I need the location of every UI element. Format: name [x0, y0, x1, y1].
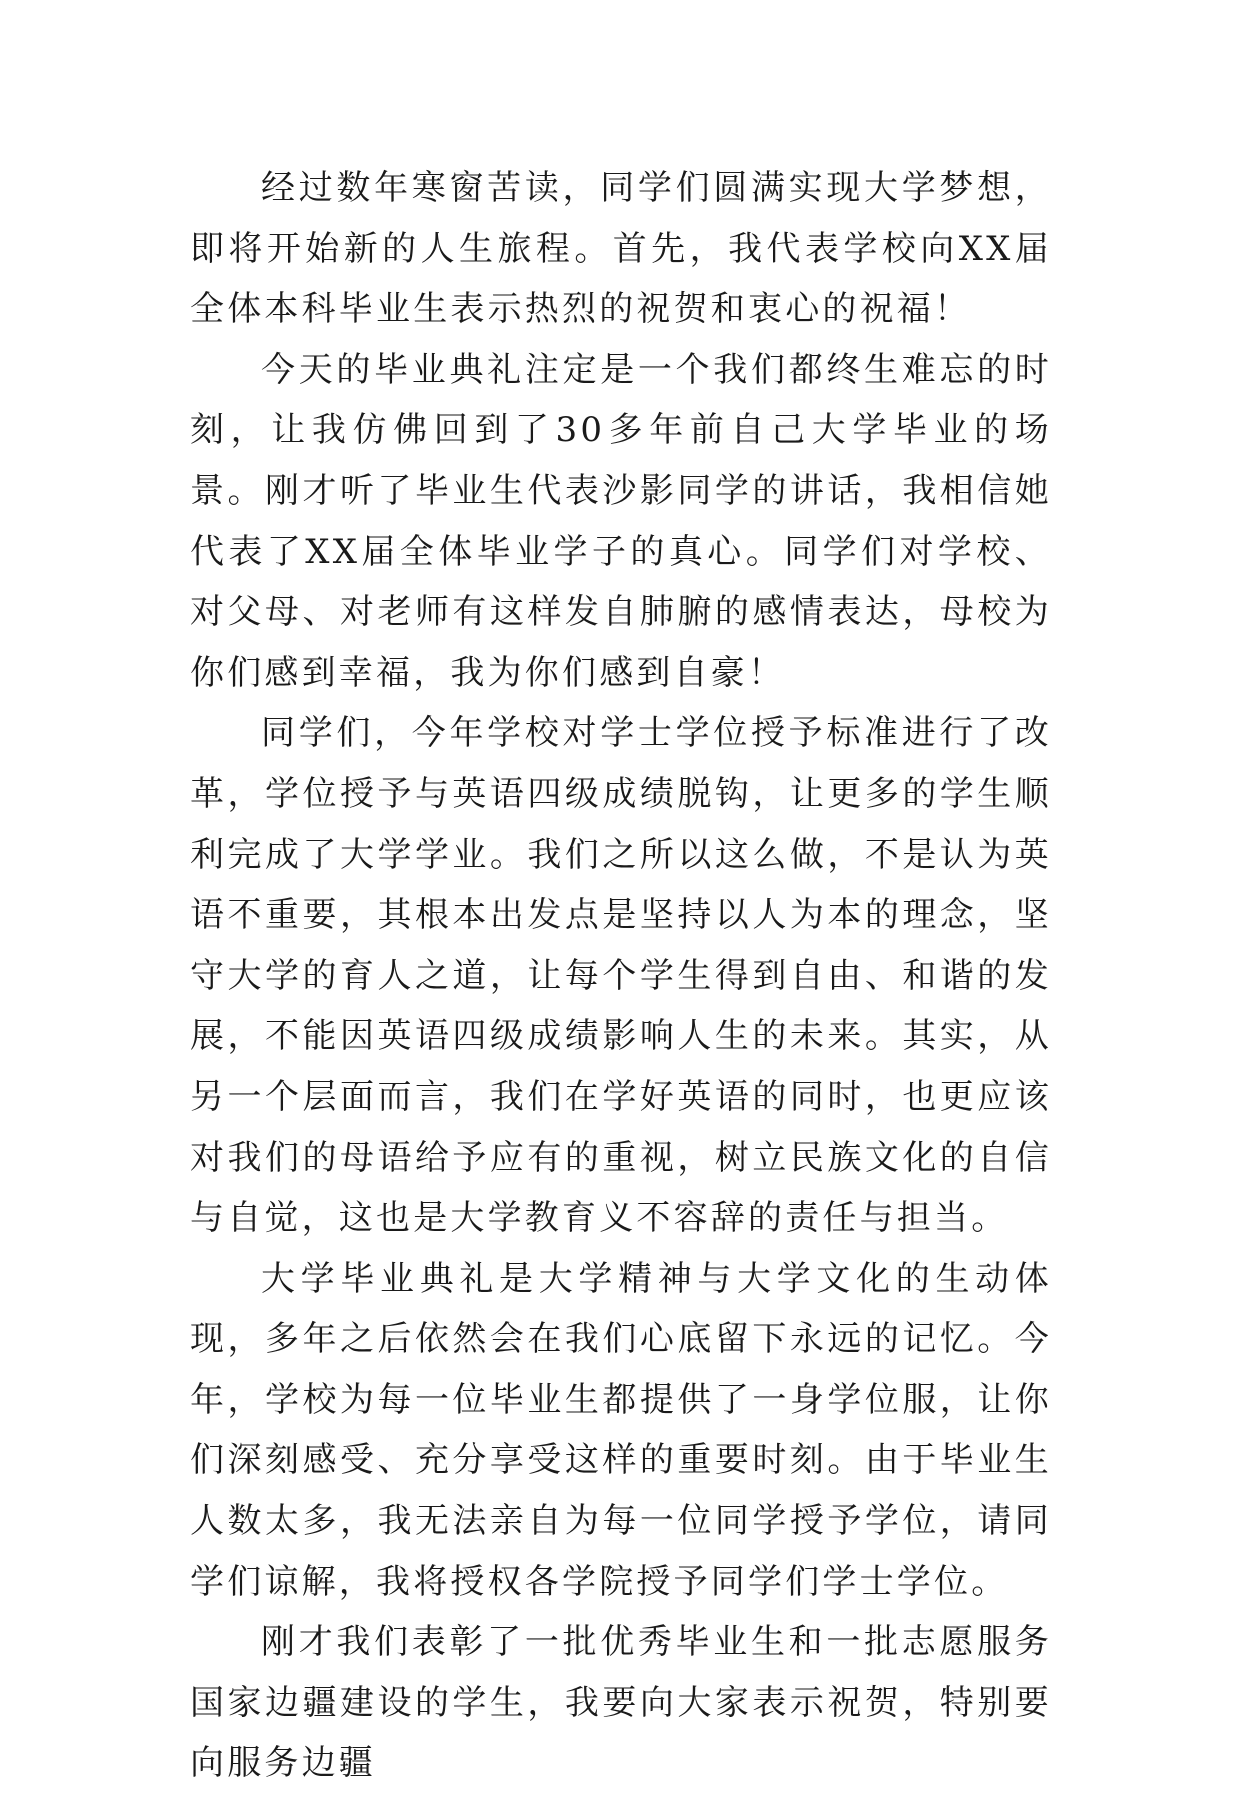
paragraph-congratulations: 经过数年寒窗苦读，同学们圆满实现大学梦想，即将开始新的人生旅程。首先，我代表学校向XX届全体本科毕业生表示热烈的祝贺和衷心的祝福！	[190, 168, 1052, 330]
paragraph-degree-reform: 同学们，今年学校对学士学位授予标准进行了改革，学位授予与英语四级成绩脱钩，让更多的学生顺利完成了大学学业。我们之所以这么做，不是认为英语不重要，其根本出发点是坚持以人为本的理念，坚守大学的育人之道，让每个学生得到自由、和谐的发展，不能因英语四级成绩影响人生的未来。其实，从另一个层面而言，我们在学好英语的同时，也更应该对我们的母语给予应有的重视，树立民族文化的自信与自觉，这也是大学教育义不容辞的责任与担当。	[190, 713, 1052, 1239]
paragraph-academic-gown: 大学毕业典礼是大学精神与大学文化的生动体现，多年之后依然会在我们心底留下永远的记忆。今年，学校为每一位毕业生都提供了一身学位服，让你们深刻感受、充分享受这样的重要时刻。由于毕业生人数太多，我无法亲自为每一位同学授予学位，请同学们谅解，我将授权各学院授予同学们学士学位。	[190, 1258, 1052, 1602]
document-body	[190, 158, 1052, 1794]
paragraph-commendation: 刚才我们表彰了一批优秀毕业生和一批志愿服务国家边疆建设的学生，我要向大家表示祝贺，特别要向服务边疆	[190, 1622, 1052, 1784]
paragraph-graduation-ceremony: 今天的毕业典礼注定是一个我们都终生难忘的时刻，让我仿佛回到了30多年前自己大学毕业的场景。刚才听了毕业生代表沙影同学的讲话，我相信她代表了XX届全体毕业学子的真心。同学们对学校、对父母、对老师有这样发自肺腑的感情表达，母校为你们感到幸福，我为你们感到自豪！	[190, 349, 1052, 693]
